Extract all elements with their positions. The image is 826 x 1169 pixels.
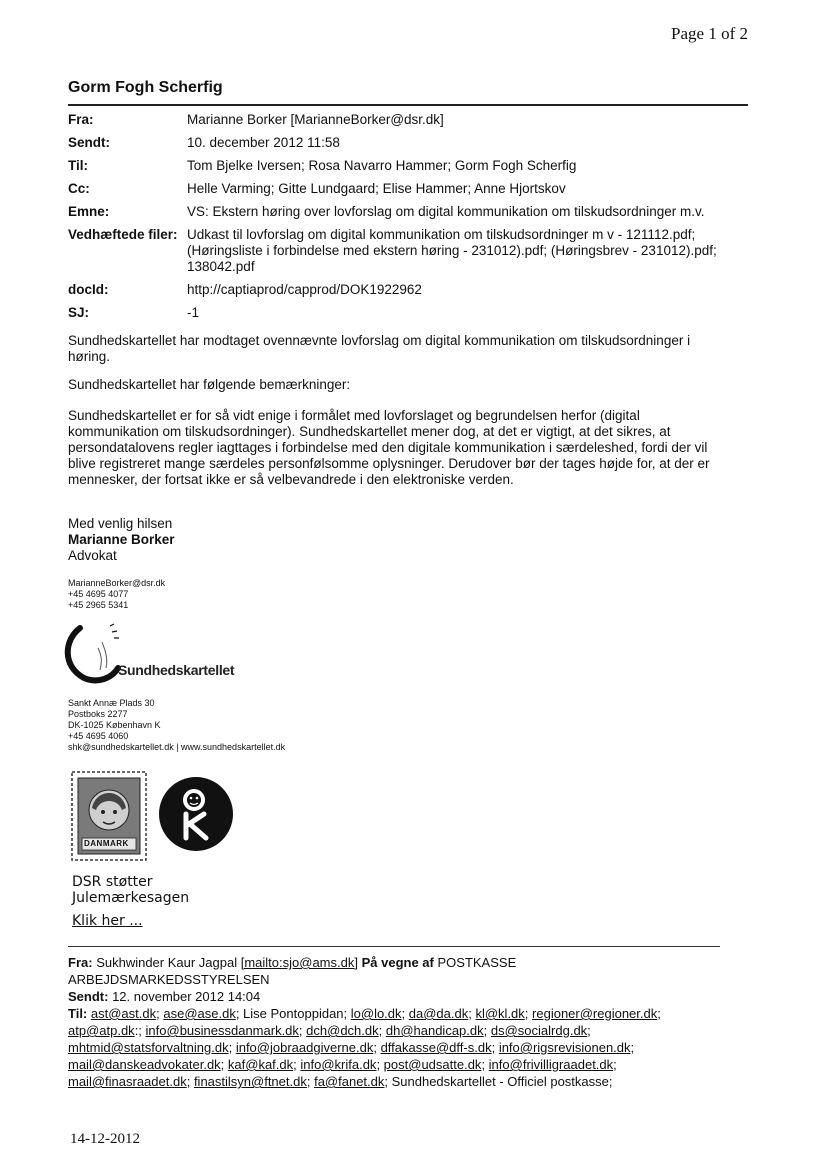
header-label: Sendt: [68,135,110,150]
recipient-separator: ; [306,1074,315,1089]
forward-divider [68,946,720,947]
forward-from-label: Fra: [68,955,93,970]
header-value: Udkast til lovforslag om digital kommunikation om tilskudsordninger m v - 121112.pdf; (Høringsliste i forbindelse med ekstern høring - 231012).pdf; (Høringsbrev - 231012).pdf; 138042.pdf [187,227,717,274]
header-value: VS: Ekstern høring over lovforslag om digital kommunikation om tilskudsordninger m.v. [187,204,705,219]
address-line-2: Postboks 2277 [68,709,128,719]
recipient-separator: ; [293,1057,301,1072]
signer-role: Advokat [68,548,117,563]
header-label: docId: [68,282,109,297]
header-row [64,181,754,204]
recipient-email-link[interactable]: info@frivilligraadet.dk [488,1057,614,1072]
recipient-email-link[interactable]: post@udsatte.dk [383,1057,482,1072]
header-value: Marianne Borker [MarianneBorker@dsr.dk] [187,112,444,127]
header-value: -1 [187,305,200,320]
forward-from-name: Sukhwinder Kaur Jagpal [96,955,238,970]
forward-mailto-link[interactable]: [mailto:sjo@ams.dk] [240,955,358,970]
forward-from [68,954,718,988]
recipient-email-link[interactable]: mail@danskeadvokater.dk [68,1057,221,1072]
recipient-separator: ; [378,1023,386,1038]
signer-phone-1: +45 4695 4077 [68,589,129,599]
recipient-separator: ; [373,1040,381,1055]
org-web[interactable]: shk@sundhedskartellet.dk | www.sundhedskartellet.dk [68,742,286,752]
recipient-email-link[interactable]: ase@ase.dk [163,1006,236,1021]
body-paragraph-2: Sundhedskartellet har følgende bemærkninger: [68,377,351,392]
body-paragraph-1: Sundhedskartellet har modtaget ovennævnte lovforslag om digital kommunikation om tilskudsordninger i høring. [68,333,691,364]
recipient-email-link[interactable]: info@businessdanmark.dk [145,1023,299,1038]
klik-her-link[interactable]: Klik her ... [72,913,143,929]
recipient-separator: ; [228,1040,236,1055]
recipient-email-link[interactable]: regioner@regioner.dk [532,1006,658,1021]
header-row [64,158,754,181]
header-label: Vedhæftede filer: [68,227,178,242]
header-row [64,227,754,282]
recipient-email-link[interactable]: fa@fanet.dk [314,1074,385,1089]
recipient-separator: ; [156,1006,164,1021]
recipient-separator: ; [401,1006,409,1021]
recipient-email-link[interactable]: mhtmid@statsforvaltning.dk [68,1040,229,1055]
header-row [64,135,754,158]
recipient-separator: :; [134,1023,146,1038]
header-value: 10. december 2012 11:58 [187,135,340,150]
signer-name: Marianne Borker [68,532,175,547]
christmas-seal-stamp-icon [70,770,148,862]
recipient-email-link[interactable]: atp@atp.dk [68,1023,135,1038]
recipient-separator: ; [298,1023,307,1038]
header-value: http://captiaprod/capprod/DOK1922962 [187,282,422,297]
forward-sent-value: 12. november 2012 14:04 [112,989,261,1004]
forward-sent-label: Sendt: [68,989,109,1004]
recipient-separator: ; [630,1040,635,1055]
header-row [64,282,754,305]
recipient-email-link[interactable]: kaf@kaf.dk [227,1057,294,1072]
recipient-separator: ; [491,1040,499,1055]
recipient-separator: ; [220,1057,228,1072]
recipient-email-link[interactable]: ds@socialrdg.dk [490,1023,588,1038]
signer-email[interactable]: MarianneBorker@dsr.dk [68,578,166,588]
page-number: Page 1 of 2 [671,24,748,43]
header-value: Helle Varming; Gitte Lundgaard; Elise Hammer; Anne Hjortskov [187,181,566,196]
signer-phone-2: +45 2965 5341 [68,600,129,610]
recipient-separator: ; [657,1006,661,1021]
header-label: Til: [68,158,88,173]
recipient-email-link[interactable]: dffakasse@dff-s.dk [380,1040,492,1055]
header-label: SJ: [68,305,90,320]
sundhedskartellet-wordmark: Sundhedskartellet [118,662,235,678]
header-label: Cc: [68,181,90,196]
forward-to [68,1005,718,1090]
recipient-email-link[interactable]: info@krifa.dk [300,1057,377,1072]
address-line-1: Sankt Annæ Plads 30 [68,698,155,708]
body-paragraph-3: Sundhedskartellet er for så vidt enige i formålet med lovforslaget og begrundelsen herfor (digital kommunikation om tilskudsordninger). Sundhedskartellet mener dog, at det er vigtigt, at det sikres, at persondatalovens regler iagttages i forbindelse med den digitale kommunikation i særdeleshed, fordi der vil blive registreret mange særdeles personfølsomme oplysninger. Derudover bør der tages højde for, at der er mennesker, der fortsat ikke er så velbevandrede i den elektroniske verden. [68,408,710,487]
forward-sent [68,988,718,1005]
recipient-email-link[interactable]: kl@kl.dk [475,1006,525,1021]
forward-from-rest: POSTKASSE ARBEJDSMARKEDSSTYRELSEN [68,955,517,987]
recipient-separator: ; [524,1006,533,1021]
on-behalf-label: På vegne af [361,955,434,970]
header-divider [68,104,748,106]
header-row [64,204,754,227]
org-phone: +45 4695 4060 [68,731,129,741]
mailbox-owner-title: Gorm Fogh Scherfig [68,79,223,96]
recipient-separator: ; [186,1074,194,1089]
header-row [64,305,754,328]
closing: Med venlig hilsen [68,516,173,531]
recipient-separator: ; [483,1023,491,1038]
recipient-email-link[interactable]: info@rigsrevisionen.dk [498,1040,631,1055]
forward-recipient-list [68,1006,661,1089]
dsr-supports-line-2: Julemærkesagen [72,890,190,906]
recipient-separator: ; [481,1057,489,1072]
recipient-separator: ; Lise Pontoppidan; [235,1006,351,1021]
recipient-email-link[interactable]: dh@handicap.dk [385,1023,484,1038]
dsr-supports-line-1: DSR støtter [72,874,153,890]
recipient-separator: ; [468,1006,476,1021]
header-row [64,112,754,135]
email-header-table [64,112,754,328]
ok-badge-icon [158,776,234,852]
recipient-email-link[interactable]: dch@dch.dk [306,1023,379,1038]
recipient-separator: ; [613,1057,617,1072]
recipient-separator: ; [376,1057,384,1072]
header-label: Fra: [68,112,94,127]
recipient-email-link[interactable]: finastilsyn@ftnet.dk [193,1074,307,1089]
stamp-label: DANMARK [84,839,129,848]
footer-date: 14-12-2012 [70,1131,140,1147]
address-line-3: DK-1025 København K [68,720,161,730]
forward-to-label: Til: [68,1006,88,1021]
recipient-email-link[interactable]: lo@lo.dk [350,1006,402,1021]
header-value: Tom Bjelke Iversen; Rosa Navarro Hammer; Gorm Fogh Scherfig [187,158,577,173]
recipient-email-link[interactable]: info@jobraadgiverne.dk [235,1040,374,1055]
header-label: Emne: [68,204,110,219]
recipient-separator: ; Sundhedskartellet - Officiel postkasse; [384,1074,613,1089]
recipient-separator: ; [587,1023,591,1038]
recipient-email-link[interactable]: da@da.dk [408,1006,469,1021]
recipient-email-link[interactable]: ast@ast.dk [90,1006,157,1021]
recipient-email-link[interactable]: mail@finasraadet.dk [68,1074,187,1089]
